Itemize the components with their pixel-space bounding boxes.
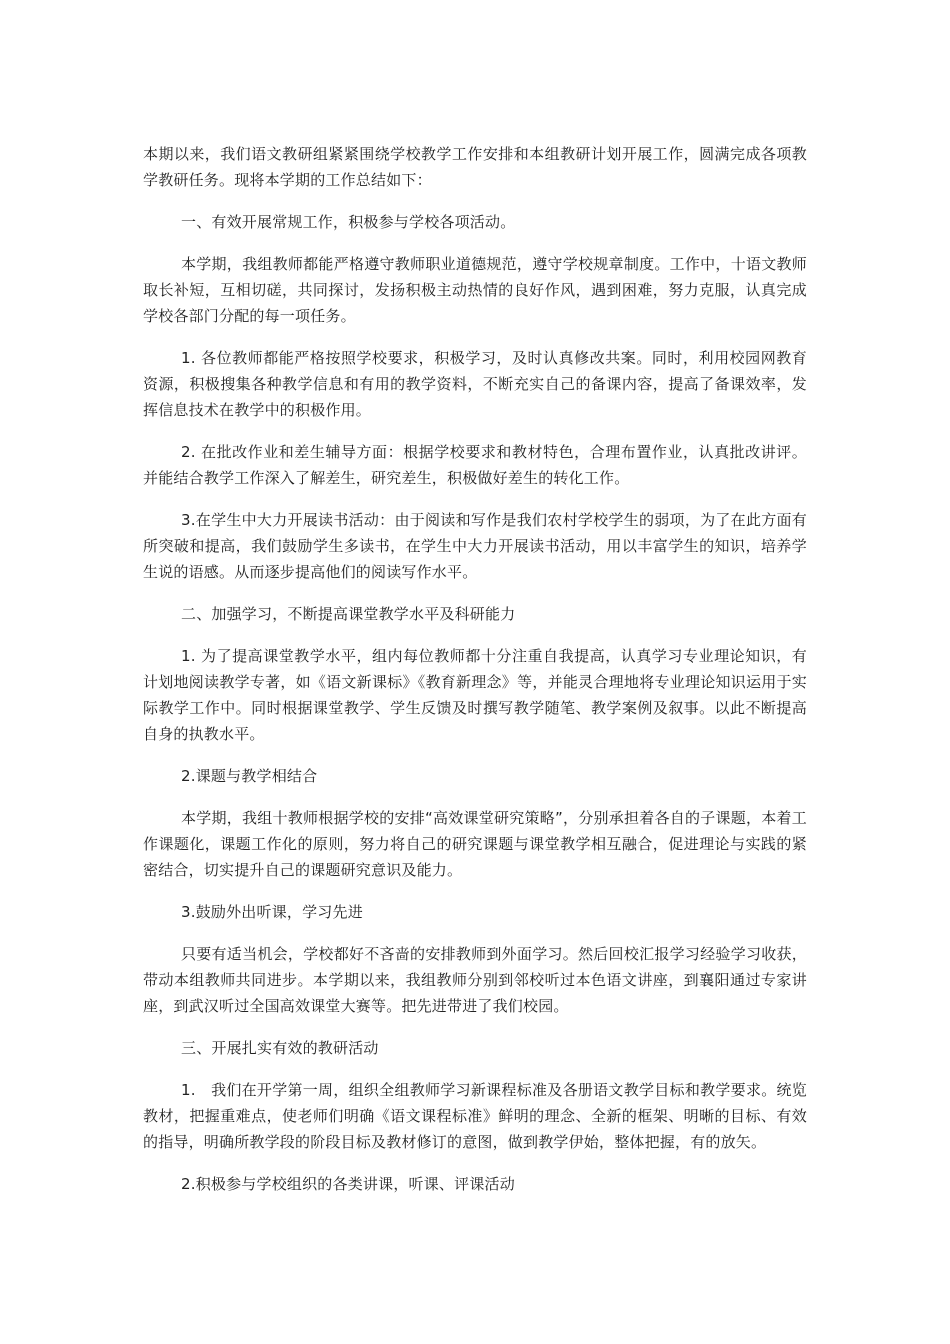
subheading: 2.课题与教学相结合: [181, 767, 318, 785]
list-item: 2. 在批改作业和差生辅导方面：根据学校要求和教材特色，合理布置作业，认真批改讲评。并能结合教学工作深入了解差生，研究差生，积极做好差生的转化工作。: [143, 443, 807, 487]
paragraph: 本学期，我组教师都能严格遵守教师职业道德规范，遵守学校规章制度。工作中，十语文教师取长补短，互相切磋，共同探讨，发扬积极主动热情的良好作风，遇到困难，努力克服，认真完成学校各部门分配的每一项任务。: [143, 255, 807, 325]
section-heading-1: 一、有效开展常规工作，积极参与学校各项活动。: [181, 213, 516, 231]
paragraph: 只要有适当机会，学校都好不吝啬的安排教师到外面学习。然后回校汇报学习经验学习收获，带动本组教师共同进步。本学期以来，我组教师分别到邻校听过本色语文讲座，到襄阳通过专家讲座，到武汉听过全国高效课堂大赛等。把先进带进了我们校园。: [143, 945, 807, 1015]
list-item: 1. 各位教师都能严格按照学校要求，积极学习，及时认真修改共案。同时，利用校园网教育资源，积极搜集各种教学信息和有用的教学资料，不断充实自己的备课内容，提高了备课效率，发挥信息技术在教学中的积极作用。: [143, 349, 807, 419]
list-item: 1. 我们在开学第一周，组织全组教师学习新课程标准及各册语文教学目标和教学要求。统览教材，把握重难点，使老师们明确《语文课程标准》鲜明的理念、全新的框架、明晰的目标、有效的指导，明确所教学段的阶段目标及教材修订的意图，做到教学伊始，整体把握，有的放矢。: [143, 1081, 807, 1151]
subheading: 3.鼓励外出听课，学习先进: [181, 903, 363, 921]
document-body: [143, 141, 807, 1213]
subheading: 2.积极参与学校组织的各类讲课，听课、评课活动: [181, 1175, 515, 1193]
section-heading-3: 三、开展扎实有效的教研活动: [181, 1039, 379, 1057]
paragraph: 本学期，我组十教师根据学校的安排“高效课堂研究策略”，分别承担着各自的子课题，本着工作课题化，课题工作化的原则，努力将自己的研究课题与课堂教学相互融合，促进理论与实践的紧密结合，切实提升自己的课题研究意识及能力。: [143, 809, 807, 879]
intro-paragraph: 本期以来，我们语文教研组紧紧围绕学校教学工作安排和本组教研计划开展工作，圆满完成各项教学教研任务。现将本学期的工作总结如下：: [143, 145, 807, 189]
list-item: 1. 为了提高课堂教学水平，组内每位教师都十分注重自我提高，认真学习专业理论知识，有计划地阅读教学专著，如《语文新课标》《教育新理念》等，并能灵合理地将专业理论知识运用于实际教学工作中。同时根据课堂教学、学生反馈及时撰写教学随笔、教学案例及叙事。以此不断提高自身的执教水平。: [143, 647, 807, 743]
list-item: 3.在学生中大力开展读书活动：由于阅读和写作是我们农村学校学生的弱项，为了在此方面有所突破和提高，我们鼓励学生多读书，在学生中大力开展读书活动，用以丰富学生的知识，培养学生说的语感。从而逐步提高他们的阅读写作水平。: [143, 511, 807, 581]
section-heading-2: 二、加强学习，不断提高课堂教学水平及科研能力: [181, 605, 516, 623]
